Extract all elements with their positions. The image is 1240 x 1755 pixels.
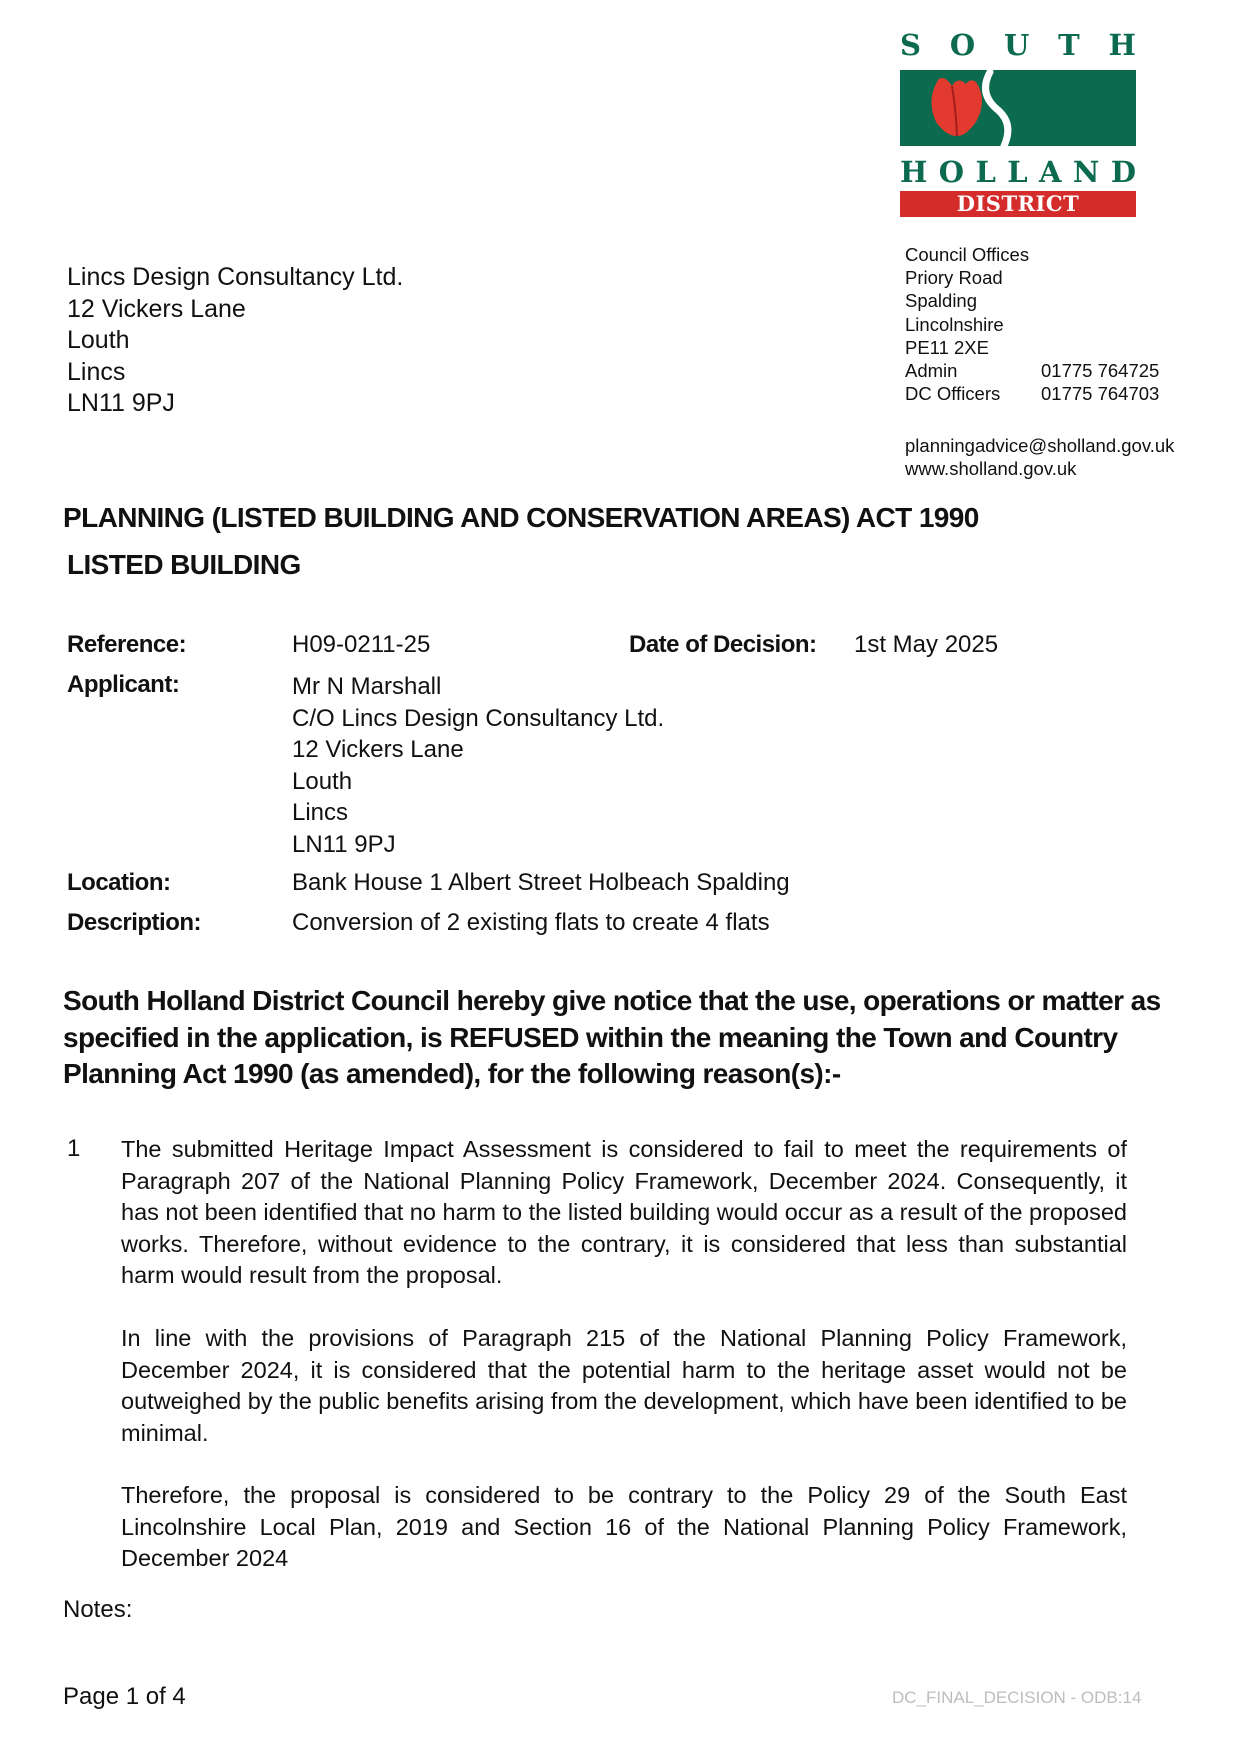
application-type-heading: LISTED BUILDING [67, 549, 301, 580]
logo-south-text: S O U T H [900, 28, 1136, 62]
council-contact [905, 243, 1205, 405]
phone-row-dc-officers [905, 382, 1205, 405]
location-label: Location: [67, 869, 171, 896]
phone-number: 01775 764725 [1041, 360, 1160, 382]
phone-number: 01775 764703 [1041, 383, 1160, 405]
description-value: Conversion of 2 existing flats to create 4 flats [292, 909, 770, 936]
applicant-line: Louth [292, 767, 353, 795]
logo-holland-text: H O L L A N D [900, 155, 1136, 189]
reference-value: H09-0211-25 [292, 631, 431, 658]
logo-district-council: DISTRICT COUNCIL [900, 191, 1136, 217]
council-address-line: Council Offices [905, 244, 1030, 265]
council-address-line: Spalding [905, 290, 978, 312]
phone-label: DC Officers [905, 383, 1001, 405]
applicant-line: 12 Vickers Lane [292, 736, 464, 763]
reason-paragraph: Therefore, the proposal is considered to be contrary to the Policy 29 of the South East Lincolnshire Local Plan, 2019 and Section 16 of the National Planning Policy Framework, December 2024 [121, 1482, 1127, 1571]
applicant-line: Mr N Marshall [292, 673, 442, 700]
council-email[interactable]: planningadvice@sholland.gov.uk [905, 435, 1175, 456]
recipient-address [67, 262, 403, 420]
council-online-contact [905, 434, 1174, 480]
phone-label: Admin [905, 360, 958, 382]
council-address-line: PE11 2XE [905, 336, 989, 358]
reason-number: 1 [67, 1135, 81, 1162]
notes-label: Notes: [63, 1596, 133, 1623]
applicant-address [292, 671, 664, 860]
reason-paragraph: In line with the provisions of Paragraph 215 of the National Planning Policy Framework, December 2024, it is considered that the potential harm to the heritage asset would not be outweighed by the public benefits arising from the development, which have been identified to be minimal. [121, 1325, 1127, 1446]
tulip-emblem-icon [900, 70, 1136, 146]
recipient-line: LN11 9PJ [67, 389, 175, 417]
recipient-line: Louth [67, 326, 130, 354]
description-label: Description: [67, 909, 202, 936]
page-number: Page 1 of 4 [63, 1683, 186, 1710]
location-value: Bank House 1 Albert Street Holbeach Spalding [292, 869, 790, 896]
applicant-line: Lincs [292, 799, 349, 826]
applicant-label: Applicant: [67, 671, 180, 698]
decision-date-value: 1st May 2025 [854, 631, 999, 658]
phone-row-admin [905, 359, 1205, 382]
applicant-line: LN11 9PJ [292, 830, 396, 858]
recipient-line: Lincs Design Consultancy Ltd. [67, 263, 404, 291]
act-heading: PLANNING (LISTED BUILDING AND CONSERVATION AREAS) ACT 1990 [63, 502, 979, 533]
decision-date-label: Date of Decision: [629, 631, 817, 658]
council-website[interactable]: www.sholland.gov.uk [905, 458, 1077, 480]
document-code: DC_FINAL_DECISION - ODB:14 [892, 1688, 1142, 1707]
refusal-notice: South Holland District Council hereby give notice that the use, operations or matter as specified in the application, is REFUSED within the meaning the Town and Country Planning Act 1990 (as amended), for the following reason(s):- [63, 985, 1161, 1089]
applicant-line: C/O Lincs Design Consultancy Ltd. [292, 704, 665, 732]
recipient-line: 12 Vickers Lane [67, 294, 246, 323]
council-address-line: Priory Road [905, 267, 1003, 289]
reason-paragraph: The submitted Heritage Impact Assessment is considered to fail to meet the requirements of Paragraph 207 of the National Planning Policy Framework, December 2024. Consequently, it has not been identified that no harm to the listed building would occur as a result of the proposed works. Therefore, without evidence to the contrary, it is considered that less than substantial harm would result from the proposal. [121, 1136, 1127, 1288]
recipient-line: Lincs [67, 357, 126, 386]
council-address-line: Lincolnshire [905, 313, 1004, 335]
council-logo [900, 28, 1140, 242]
reference-label: Reference: [67, 631, 187, 658]
